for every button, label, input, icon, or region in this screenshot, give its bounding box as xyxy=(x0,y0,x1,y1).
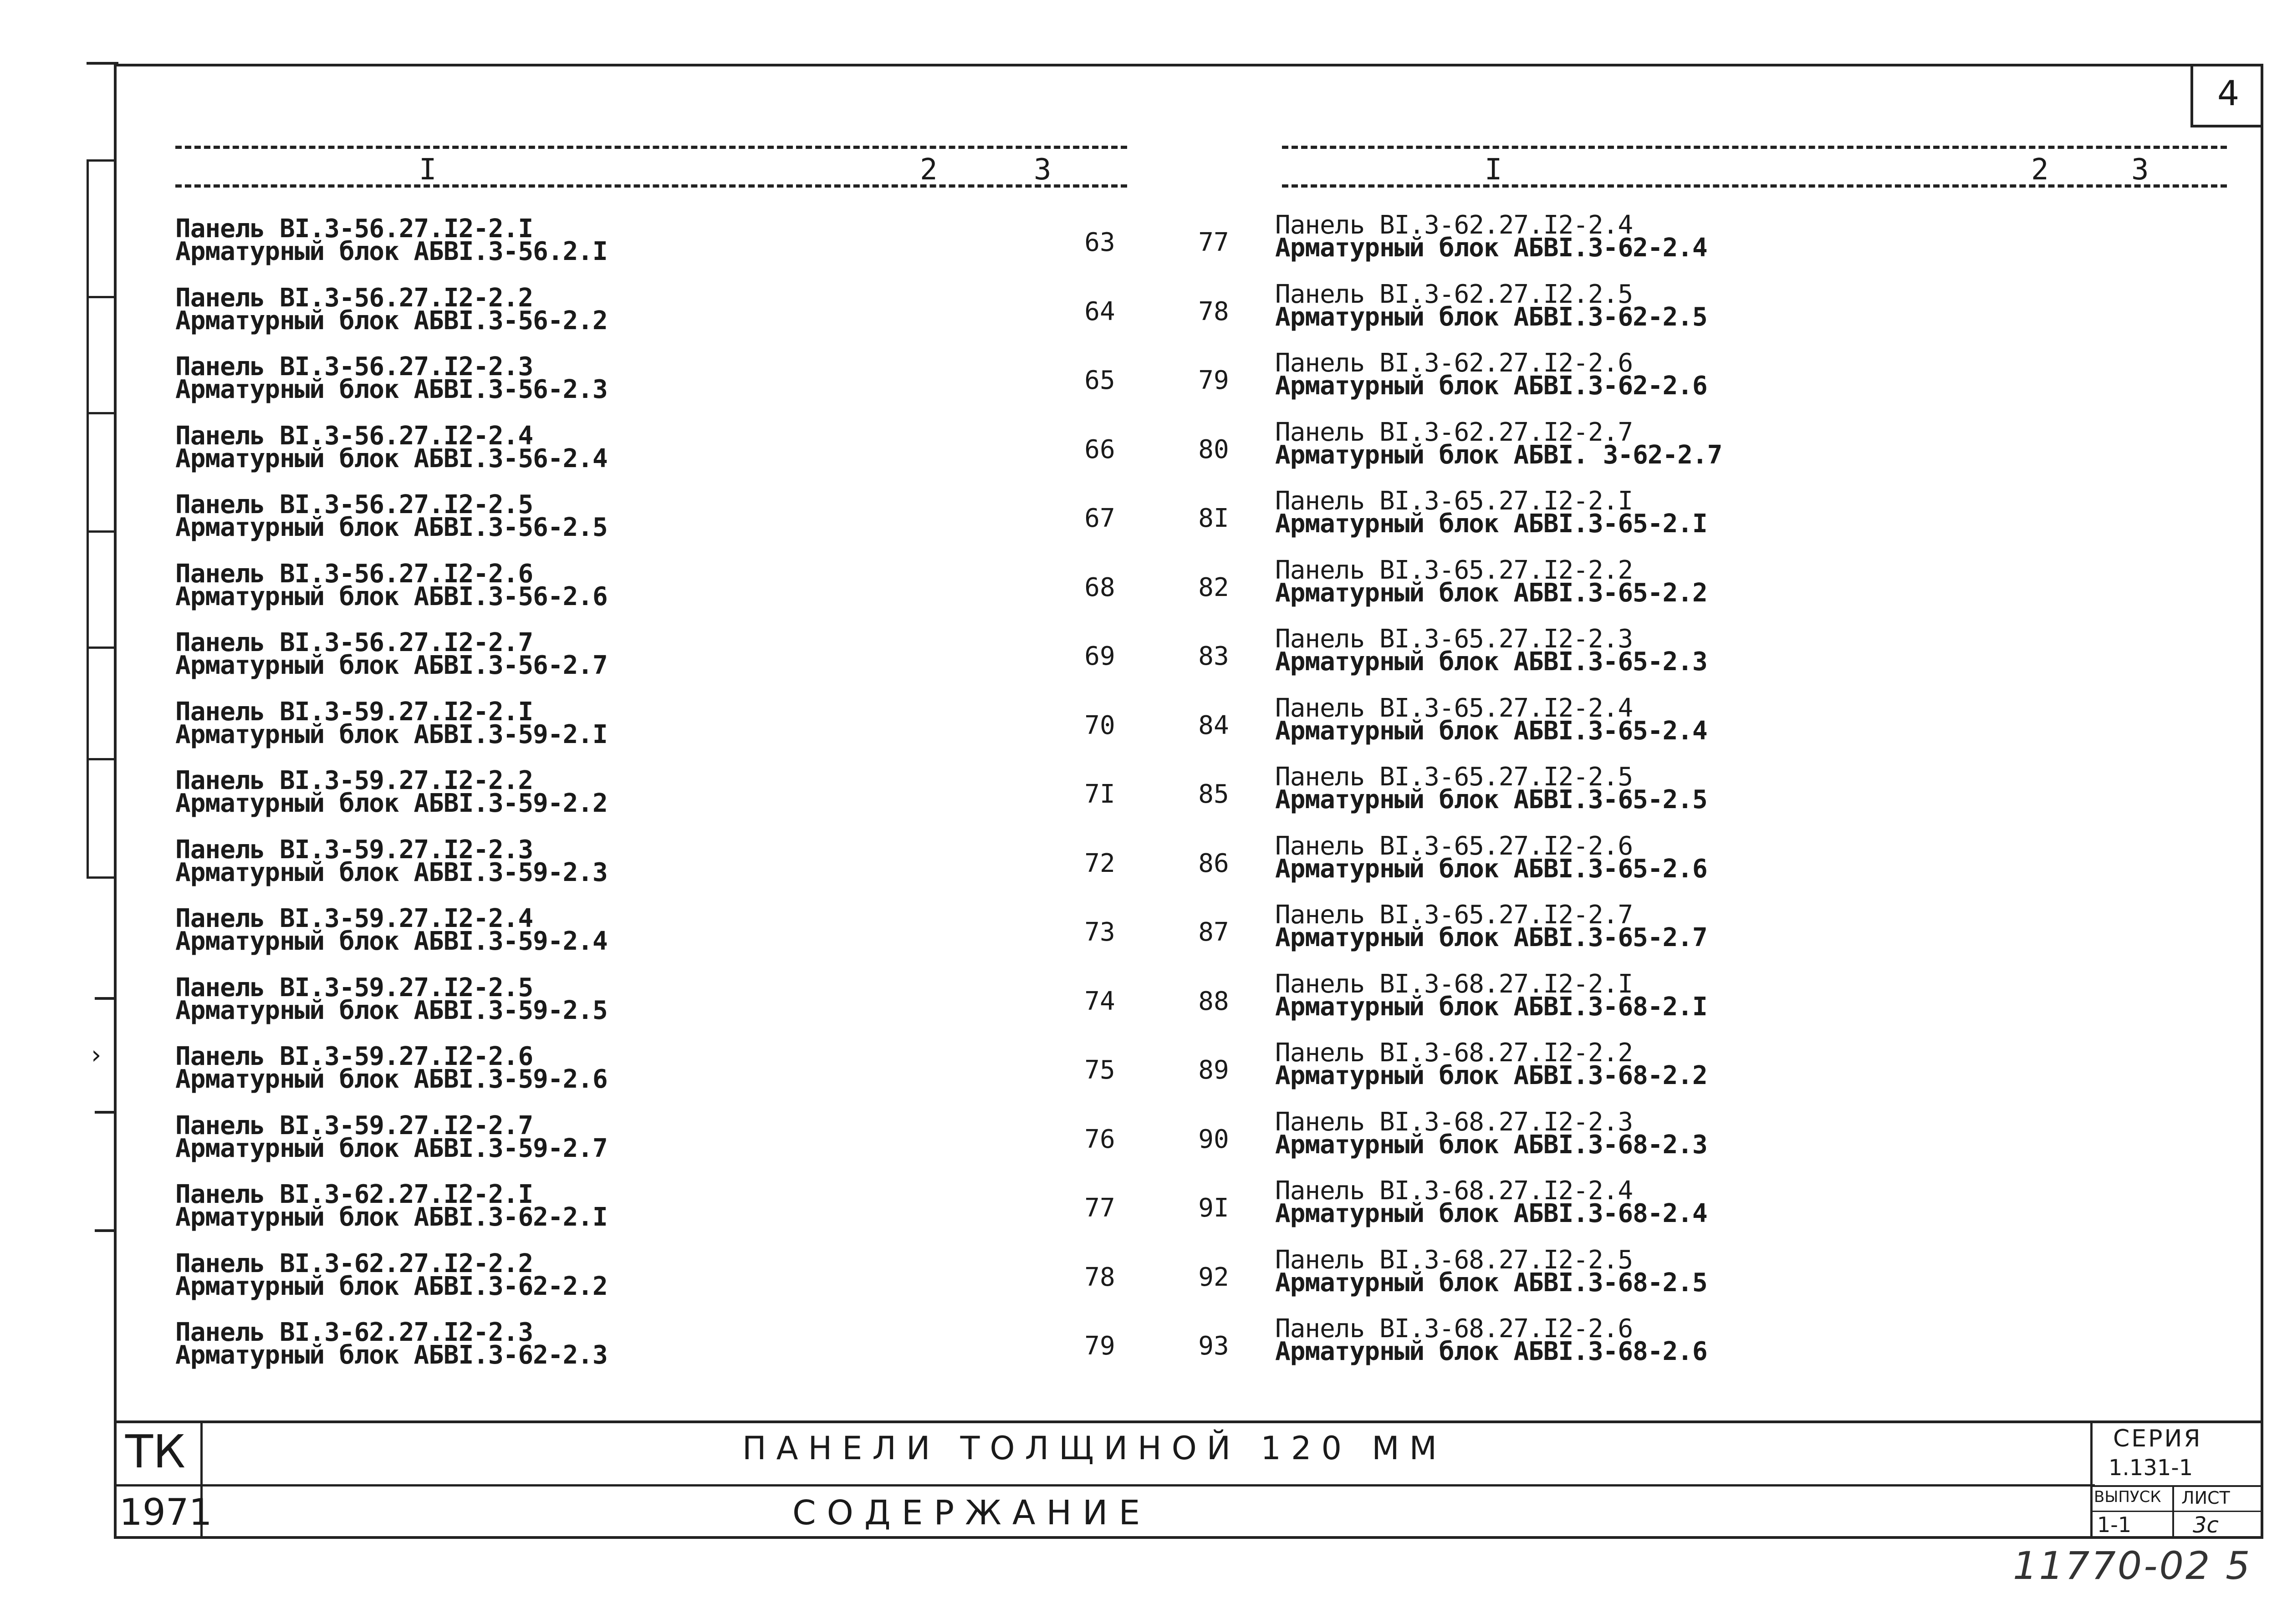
reinforcement-block-name: Арматурный блок АБВI.3-59-2.4 xyxy=(175,927,608,956)
panel-name: Панель BI.3-65.27.I2-2.5 xyxy=(1275,762,1633,792)
binding-margin xyxy=(87,159,115,879)
panel-name: Панель BI.3-65.27.I2-2.4 xyxy=(1275,693,1633,723)
margin-tick xyxy=(87,159,115,162)
table-row xyxy=(175,904,1229,967)
sheet-number-col2: 65 xyxy=(1084,366,1115,395)
sheet-number-col3: 8I xyxy=(1198,504,1229,533)
table-row xyxy=(175,766,1229,830)
panel-name: Панель BI.3-62.27.I2-2.6 xyxy=(1275,348,1633,378)
reinforcement-block-name: Арматурный блок АБВI.3-56-2.7 xyxy=(175,651,608,680)
document-subtitle: СОДЕРЖАНИЕ xyxy=(792,1493,1151,1532)
panel-name: Панель BI.3-68.27.I2-2.I xyxy=(1275,969,1633,999)
reinforcement-block-name: Арматурный блок АБВI.3-65-2.3 xyxy=(1275,647,1707,677)
panel-name: Панель BI.3-59.27.I2-2.4 xyxy=(175,904,533,933)
reinforcement-block-name: Арматурный блок АБВI.3-65-2.6 xyxy=(1275,854,1707,884)
table-row xyxy=(175,1248,1229,1313)
title-block-divider xyxy=(2172,1485,2174,1539)
reinforcement-block-name: Арматурный блок АБВI.3-65-2.4 xyxy=(1275,716,1707,746)
org-code: ТК xyxy=(125,1425,186,1478)
reinforcement-block-name: Арматурный блок АБВI.3-56-2.5 xyxy=(175,513,608,542)
reinforcement-block-name: Арматурный блок АБВI.3-62-2.2 xyxy=(175,1271,608,1301)
sheet-number-col3: 80 xyxy=(1198,434,1229,464)
reinforcement-block-name: Арматурный блок АБВI.3-68-2.4 xyxy=(1275,1199,1707,1228)
header-dash-top xyxy=(175,146,1127,149)
reinforcement-block-name: Арматурный блок АБВI.3-65-2.7 xyxy=(1275,923,1707,952)
table-row xyxy=(175,972,1229,1037)
reinforcement-block-name: Арматурный блок АБВI.3-68-2.I xyxy=(1275,992,1707,1022)
table-row xyxy=(175,559,1229,623)
panel-name: Панель BI.3-62.27.I2-2.2 xyxy=(175,1248,533,1278)
sheet-number-col3: 82 xyxy=(1198,572,1229,602)
sheet-number-col3: 86 xyxy=(1198,848,1229,878)
table-row xyxy=(1275,900,2231,964)
sheet-number-col2: 74 xyxy=(1084,986,1115,1016)
panel-name: Панель BI.3-56.27.I2-2.5 xyxy=(175,490,533,519)
sheet-number-col2: 66 xyxy=(1084,434,1115,464)
sheet-number-col2: 64 xyxy=(1084,296,1115,326)
panel-name: Панель BI.3-56.27.I2-2.2 xyxy=(175,283,533,313)
right-header-col1: I xyxy=(1485,153,1502,187)
reinforcement-block-name: Арматурный блок АБВI.3-56-2.3 xyxy=(175,375,608,404)
reinforcement-block-name: Арматурный блок АБВI.3-59-2.5 xyxy=(175,995,608,1025)
sheet-number-col3: 77 xyxy=(1198,228,1229,257)
table-row xyxy=(175,283,1229,347)
table-row xyxy=(175,628,1229,692)
sheet-number-col3: 85 xyxy=(1198,779,1229,809)
table-row xyxy=(175,421,1229,485)
panel-name: Панель BI.3-68.27.I2-2.3 xyxy=(1275,1107,1633,1137)
table-row xyxy=(1275,1245,2231,1309)
sheet-number-col3: 87 xyxy=(1198,917,1229,947)
panel-name: Панель BI.3-59.27.I2-2.6 xyxy=(175,1042,533,1071)
reinforcement-block-name: Арматурный блок АБВI.3-68-2.6 xyxy=(1275,1337,1707,1366)
panel-name: Панель BI.3-59.27.I2-2.7 xyxy=(175,1110,533,1140)
panel-name: Панель BI.3-68.27.I2-2.2 xyxy=(1275,1038,1633,1068)
chevron-right-icon: › xyxy=(91,1040,102,1070)
title-block-divider xyxy=(2090,1511,2263,1512)
table-row xyxy=(175,1180,1229,1243)
right-header-col2: 2 xyxy=(2031,153,2049,187)
sheet-number-col2: 67 xyxy=(1084,504,1115,533)
panel-name: Панель BI.3-68.27.I2-2.6 xyxy=(1275,1314,1633,1344)
sheet-number-col3: 84 xyxy=(1198,710,1229,740)
sheet-number-col2: 69 xyxy=(1084,641,1115,671)
table-row xyxy=(1275,210,2231,274)
sheet-number-col2: 78 xyxy=(1084,1262,1115,1292)
panel-name: Панель BI.3-56.27.I2-2.4 xyxy=(175,421,533,451)
sheet-number-col3: 93 xyxy=(1198,1331,1229,1361)
left-header-col1: I xyxy=(419,153,437,187)
margin-tick xyxy=(95,997,116,1000)
margin-tick xyxy=(95,1111,116,1114)
reinforcement-block-name: Арматурный блок АБВI.3-62-2.4 xyxy=(1275,233,1707,263)
sheet-number-col3: 78 xyxy=(1198,296,1229,326)
margin-tick xyxy=(87,647,115,649)
sheet-number-col3: 9I xyxy=(1198,1193,1229,1223)
title-block-divider xyxy=(114,1484,2095,1487)
header-dash-bottom xyxy=(175,184,1127,188)
title-block-border xyxy=(114,1420,2263,1423)
table-row xyxy=(175,490,1229,554)
reinforcement-block-name: Арматурный блок АБВI.3-68-2.3 xyxy=(1275,1130,1707,1160)
panel-name: Панель BI.3-62.27.I2-2.I xyxy=(175,1180,533,1209)
table-row xyxy=(175,1318,1229,1381)
sheet-number-col3: 89 xyxy=(1198,1055,1229,1085)
table-row xyxy=(1275,555,2231,619)
reinforcement-block-name: Арматурный блок АБВI.3-62-2.5 xyxy=(1275,302,1707,332)
left-header-col2: 2 xyxy=(920,153,938,187)
panel-name: Панель BI.3-62.27.I2-2.7 xyxy=(1275,417,1633,447)
panel-name: Панель BI.3-59.27.I2-2.I xyxy=(175,697,533,727)
sheet-number-col3: 83 xyxy=(1198,641,1229,671)
margin-tick xyxy=(87,296,115,298)
right-header-col3: 3 xyxy=(2131,153,2149,187)
sheet-number-col2: 75 xyxy=(1084,1055,1115,1085)
reinforcement-block-name: Арматурный блок АБВI.3-56-2.6 xyxy=(175,581,608,611)
reinforcement-block-name: Арматурный блок АБВI.3-62-2.6 xyxy=(1275,371,1707,401)
panel-name: Панель BI.3-62.27.I2-2.3 xyxy=(175,1318,533,1347)
panel-name: Панель BI.3-62.27.I2.2.5 xyxy=(1275,279,1633,309)
reinforcement-block-name: Арматурный блок АБВI.3-62-2.3 xyxy=(175,1340,608,1370)
reinforcement-block-name: Арматурный блок АБВI.3-59-2.3 xyxy=(175,857,608,887)
sheet-number-col2: 63 xyxy=(1084,228,1115,257)
sheet-value: 3с xyxy=(2193,1512,2219,1538)
panel-name: Панель BI.3-65.27.I2-2.7 xyxy=(1275,900,1633,930)
table-row xyxy=(175,835,1229,899)
series-value: 1.131-1 xyxy=(2109,1455,2193,1481)
panel-name: Панель BI.3-65.27.I2-2.I xyxy=(1275,486,1633,516)
table-row xyxy=(175,697,1229,761)
panel-name: Панель BI.3-56.27.I2-2.I xyxy=(175,214,533,244)
table-row xyxy=(1275,1176,2231,1240)
series-label: СЕРИЯ xyxy=(2113,1425,2202,1452)
reinforcement-block-name: Арматурный блок АБВI.3-68-2.5 xyxy=(1275,1268,1707,1298)
table-row xyxy=(1275,1314,2231,1378)
reinforcement-block-name: Арматурный блок АБВI.3-65-2.2 xyxy=(1275,578,1707,608)
table-row xyxy=(1275,486,2231,550)
panel-name: Панель BI.3-65.27.I2-2.3 xyxy=(1275,624,1633,654)
table-row xyxy=(1275,762,2231,826)
page-number: 4 xyxy=(2190,64,2263,127)
table-row xyxy=(1275,831,2231,895)
table-row xyxy=(1275,348,2231,412)
document-title: ПАНЕЛИ ТОЛЩИНОЙ 120 ММ xyxy=(742,1430,1447,1467)
header-dash-bottom xyxy=(1282,184,2227,188)
reinforcement-block-name: Арматурный блок АБВI.3-59-2.I xyxy=(175,719,608,749)
table-row xyxy=(175,1110,1229,1175)
panel-name: Панель BI.3-68.27.I2-2.5 xyxy=(1275,1245,1633,1275)
sheet-label: ЛИСТ xyxy=(2181,1488,2230,1508)
table-row xyxy=(175,352,1229,416)
sheet-number-col2: 77 xyxy=(1084,1193,1115,1223)
title-block-divider xyxy=(2090,1485,2263,1487)
margin-tick xyxy=(87,758,115,760)
table-row xyxy=(175,214,1229,278)
panel-name: Панель BI.3-56.27.I2-2.6 xyxy=(175,559,533,589)
reinforcement-block-name: Арматурный блок АБВI.3-62-2.I xyxy=(175,1202,608,1232)
table-row xyxy=(1275,1038,2231,1102)
header-dash-top xyxy=(1282,146,2227,149)
frame-top-extension xyxy=(87,62,118,65)
reinforcement-block-name: Арматурный блок АБВI.3-59-2.2 xyxy=(175,789,608,818)
table-row xyxy=(1275,693,2231,757)
sheet-number-col3: 90 xyxy=(1198,1124,1229,1154)
reinforcement-block-name: Арматурный блок АБВI.3-65-2.5 xyxy=(1275,785,1707,815)
panel-name: Панель BI.3-59.27.I2-2.2 xyxy=(175,766,533,795)
sheet-number-col2: 68 xyxy=(1084,572,1115,602)
panel-name: Панель BI.3-65.27.I2-2.2 xyxy=(1275,555,1633,585)
reinforcement-block-name: Арматурный блок АБВI.3-65-2.I xyxy=(1275,509,1707,539)
issue-value: 1-1 xyxy=(2097,1512,2132,1537)
reinforcement-block-name: Арматурный блок АБВI.3-59-2.7 xyxy=(175,1133,608,1163)
sheet-number-col2: 73 xyxy=(1084,917,1115,947)
table-row xyxy=(1275,280,2231,343)
margin-tick xyxy=(87,530,115,533)
sheet-number-col3: 88 xyxy=(1198,986,1229,1016)
year: 1971 xyxy=(119,1491,212,1533)
table-row xyxy=(1275,969,2231,1033)
issue-label: ВЫПУСК xyxy=(2094,1488,2161,1506)
panel-name: Панель BI.3-59.27.I2-2.5 xyxy=(175,972,533,1003)
title-block-divider xyxy=(2090,1420,2093,1539)
panel-name: Панель BI.3-65.27.I2-2.6 xyxy=(1275,831,1633,861)
table-row xyxy=(1275,624,2231,688)
table-row xyxy=(1275,1107,2231,1171)
reinforcement-block-name: Арматурный блок АБВI.3-56-2.4 xyxy=(175,443,608,473)
margin-tick xyxy=(95,1229,116,1232)
left-header-col3: 3 xyxy=(1034,153,1052,187)
margin-tick xyxy=(87,876,115,879)
sheet-number-col3: 92 xyxy=(1198,1262,1229,1292)
reinforcement-block-name: Арматурный блок АБВI.3-59-2.6 xyxy=(175,1064,608,1094)
panel-name: Панель BI.3-62.27.I2-2.4 xyxy=(1275,210,1633,240)
panel-name: Панель BI.3-59.27.I2-2.3 xyxy=(175,835,533,865)
inventory-stamp: 11770-02 5 xyxy=(2013,1543,2252,1588)
panel-name: Панель BI.3-56.27.I2-2.3 xyxy=(175,352,533,382)
sheet-number-col2: 79 xyxy=(1084,1331,1115,1361)
reinforcement-block-name: Арматурный блок АБВI.3-68-2.2 xyxy=(1275,1061,1707,1090)
reinforcement-block-name: Арматурный блок АБВI. 3-62-2.7 xyxy=(1275,440,1722,470)
margin-tick xyxy=(87,412,115,414)
sheet-number-col2: 7I xyxy=(1084,779,1115,809)
panel-name: Панель BI.3-68.27.I2-2.4 xyxy=(1275,1176,1633,1206)
panel-name: Панель BI.3-56.27.I2-2.7 xyxy=(175,628,533,657)
sheet-number-col2: 76 xyxy=(1084,1124,1115,1154)
sheet-number-col2: 70 xyxy=(1084,710,1115,740)
sheet-number-col3: 79 xyxy=(1198,366,1229,395)
table-row xyxy=(175,1042,1229,1105)
reinforcement-block-name: Арматурный блок АБВI.3-56.2.I xyxy=(175,237,608,266)
table-row xyxy=(1275,417,2231,481)
reinforcement-block-name: Арматурный блок АБВI.3-56-2.2 xyxy=(175,305,608,336)
sheet-number-col2: 72 xyxy=(1084,848,1115,878)
